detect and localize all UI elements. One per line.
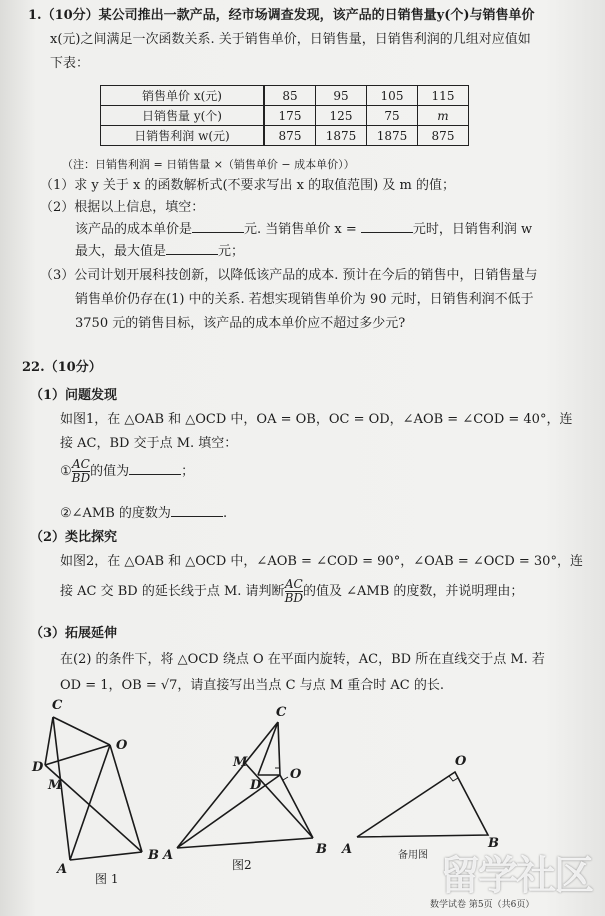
point-label-A: A [57,862,68,877]
point-label-D: D [32,760,44,775]
right-angle-mark [275,768,288,780]
point-label-B: B [316,842,327,857]
cell: 875 [264,126,316,146]
point-label-O: O [455,754,467,769]
q22-sec1-line1: 如图1，在 △OAB 和 △OCD 中，OA = OB，OC = OD，∠AOB = ∠COD = 40°，连 [60,412,573,427]
text: ① [60,464,72,479]
text: ； [181,464,195,479]
q21-note: （注：日销售利润 = 日销售量 ×（销售单价 − 成本单价）） [62,158,355,171]
q21-part3-line2: 销售单价仍存在(1) 中的关系. 若想实现销售单价为 90 元时，日销售利润不低于 [75,292,534,307]
point-label-A: A [342,842,353,857]
denominator: BD [284,591,304,605]
figure-1-caption: 图 1 [95,872,119,886]
point-label-O: O [290,767,302,782]
q22-sec2: （2）类比探究 [30,530,118,545]
q22-sec3-line1: 在(2) 的条件下，将 △OCD 绕点 O 在平面内旋转，AC，BD 所在直线交于点 M. 若 [60,652,545,667]
row-label: 日销售量 y(个) [101,106,265,126]
q22-sec3: （3）拓展延伸 [30,626,118,641]
denominator: BD [71,471,91,485]
point-label-M: M [48,778,63,793]
text: 接 AC 交 BD 的延长线于点 M. 请判断 [60,584,285,599]
cell: m [418,106,469,126]
cell: 125 [316,106,367,126]
cell: 95 [316,86,367,106]
q22-sec1-line2: 接 AC，BD 交于点 M. 填空： [60,436,238,451]
text: . [222,506,228,521]
figure-3-caption: 备用图 [398,850,428,861]
numerator: AC [71,457,90,471]
figure-2 [177,722,313,848]
watermark-logo: 留学社区 [440,853,592,899]
text: 元. 当销售单价 x = [244,222,357,237]
text: 元； [218,244,245,259]
text: 的值及 ∠AMB 的度数，并说明理由； [303,584,524,599]
row-label: 日销售利润 w(元) [101,126,265,146]
cell: 875 [418,126,469,146]
q21-line2: x(元)之间满足一次函数关系. 关于销售单价，日销售量，日销售利润的几组对应值如 [50,32,531,47]
figure-3 [357,772,488,837]
point-label-O: O [116,738,128,753]
text: 该产品的成本单价是 [75,222,193,237]
text: 元时，日销售利润 w [412,222,533,237]
text: 的值为 [90,464,130,479]
point-label-B: B [148,848,159,863]
q21-part1: （1）求 y 关于 x 的函数解析式(不要求写出 x 的取值范围) 及 m 的值； [40,178,455,193]
q22-sec3-line2: OD = 1，OB = √7，请直接写出当点 C 与点 M 重合时 AC 的长. [60,678,444,693]
q22-sec2-line1: 如图2，在 △OAB 和 △OCD 中，∠AOB = ∠COD = 90°，∠OAB = ∠OCD = 30°，连 [60,554,583,569]
cell: 75 [367,106,418,126]
numerator: AC [284,577,303,591]
point-label-A: A [163,848,174,863]
q22-header: 22.（10分） [22,360,102,375]
figure-2-caption: 图2 [232,858,252,872]
cell: 1875 [316,126,367,146]
point-label-M: M [233,755,248,770]
point-label-C: C [52,698,63,713]
q22-sec1: （1）问题发现 [30,388,118,403]
point-label-D: D [250,778,262,793]
q21-part3-line1: （3）公司计划开展科技创新，以降低该产品的成本. 预计在今后的销售中，日销售量与 [40,268,538,283]
cell: 85 [264,86,316,106]
cell: 175 [264,106,316,126]
q21-part2: （2）根据以上信息，填空： [40,200,205,215]
text: ②∠AMB 的度数为 [60,506,171,521]
point-label-C: C [276,705,287,720]
q21-part3-line3: 3750 元的销售目标，该产品的成本单价应不超过多少元? [75,316,406,331]
point-label-B: B [488,836,499,851]
q21-header: 1.（10分）某公司推出一款产品，经市场调查发现，该产品的日销售量y(个)与销售单价 [28,8,535,23]
cell: 1875 [367,126,418,146]
q21-line3: 下表： [50,56,90,71]
cell: 105 [367,86,418,106]
page-footer: 数学试卷 第5页（共6页） [430,900,535,910]
row-label: 销售单价 x(元) [101,86,265,106]
cell: 115 [418,86,469,106]
text: 最大，最大值是 [75,244,167,259]
